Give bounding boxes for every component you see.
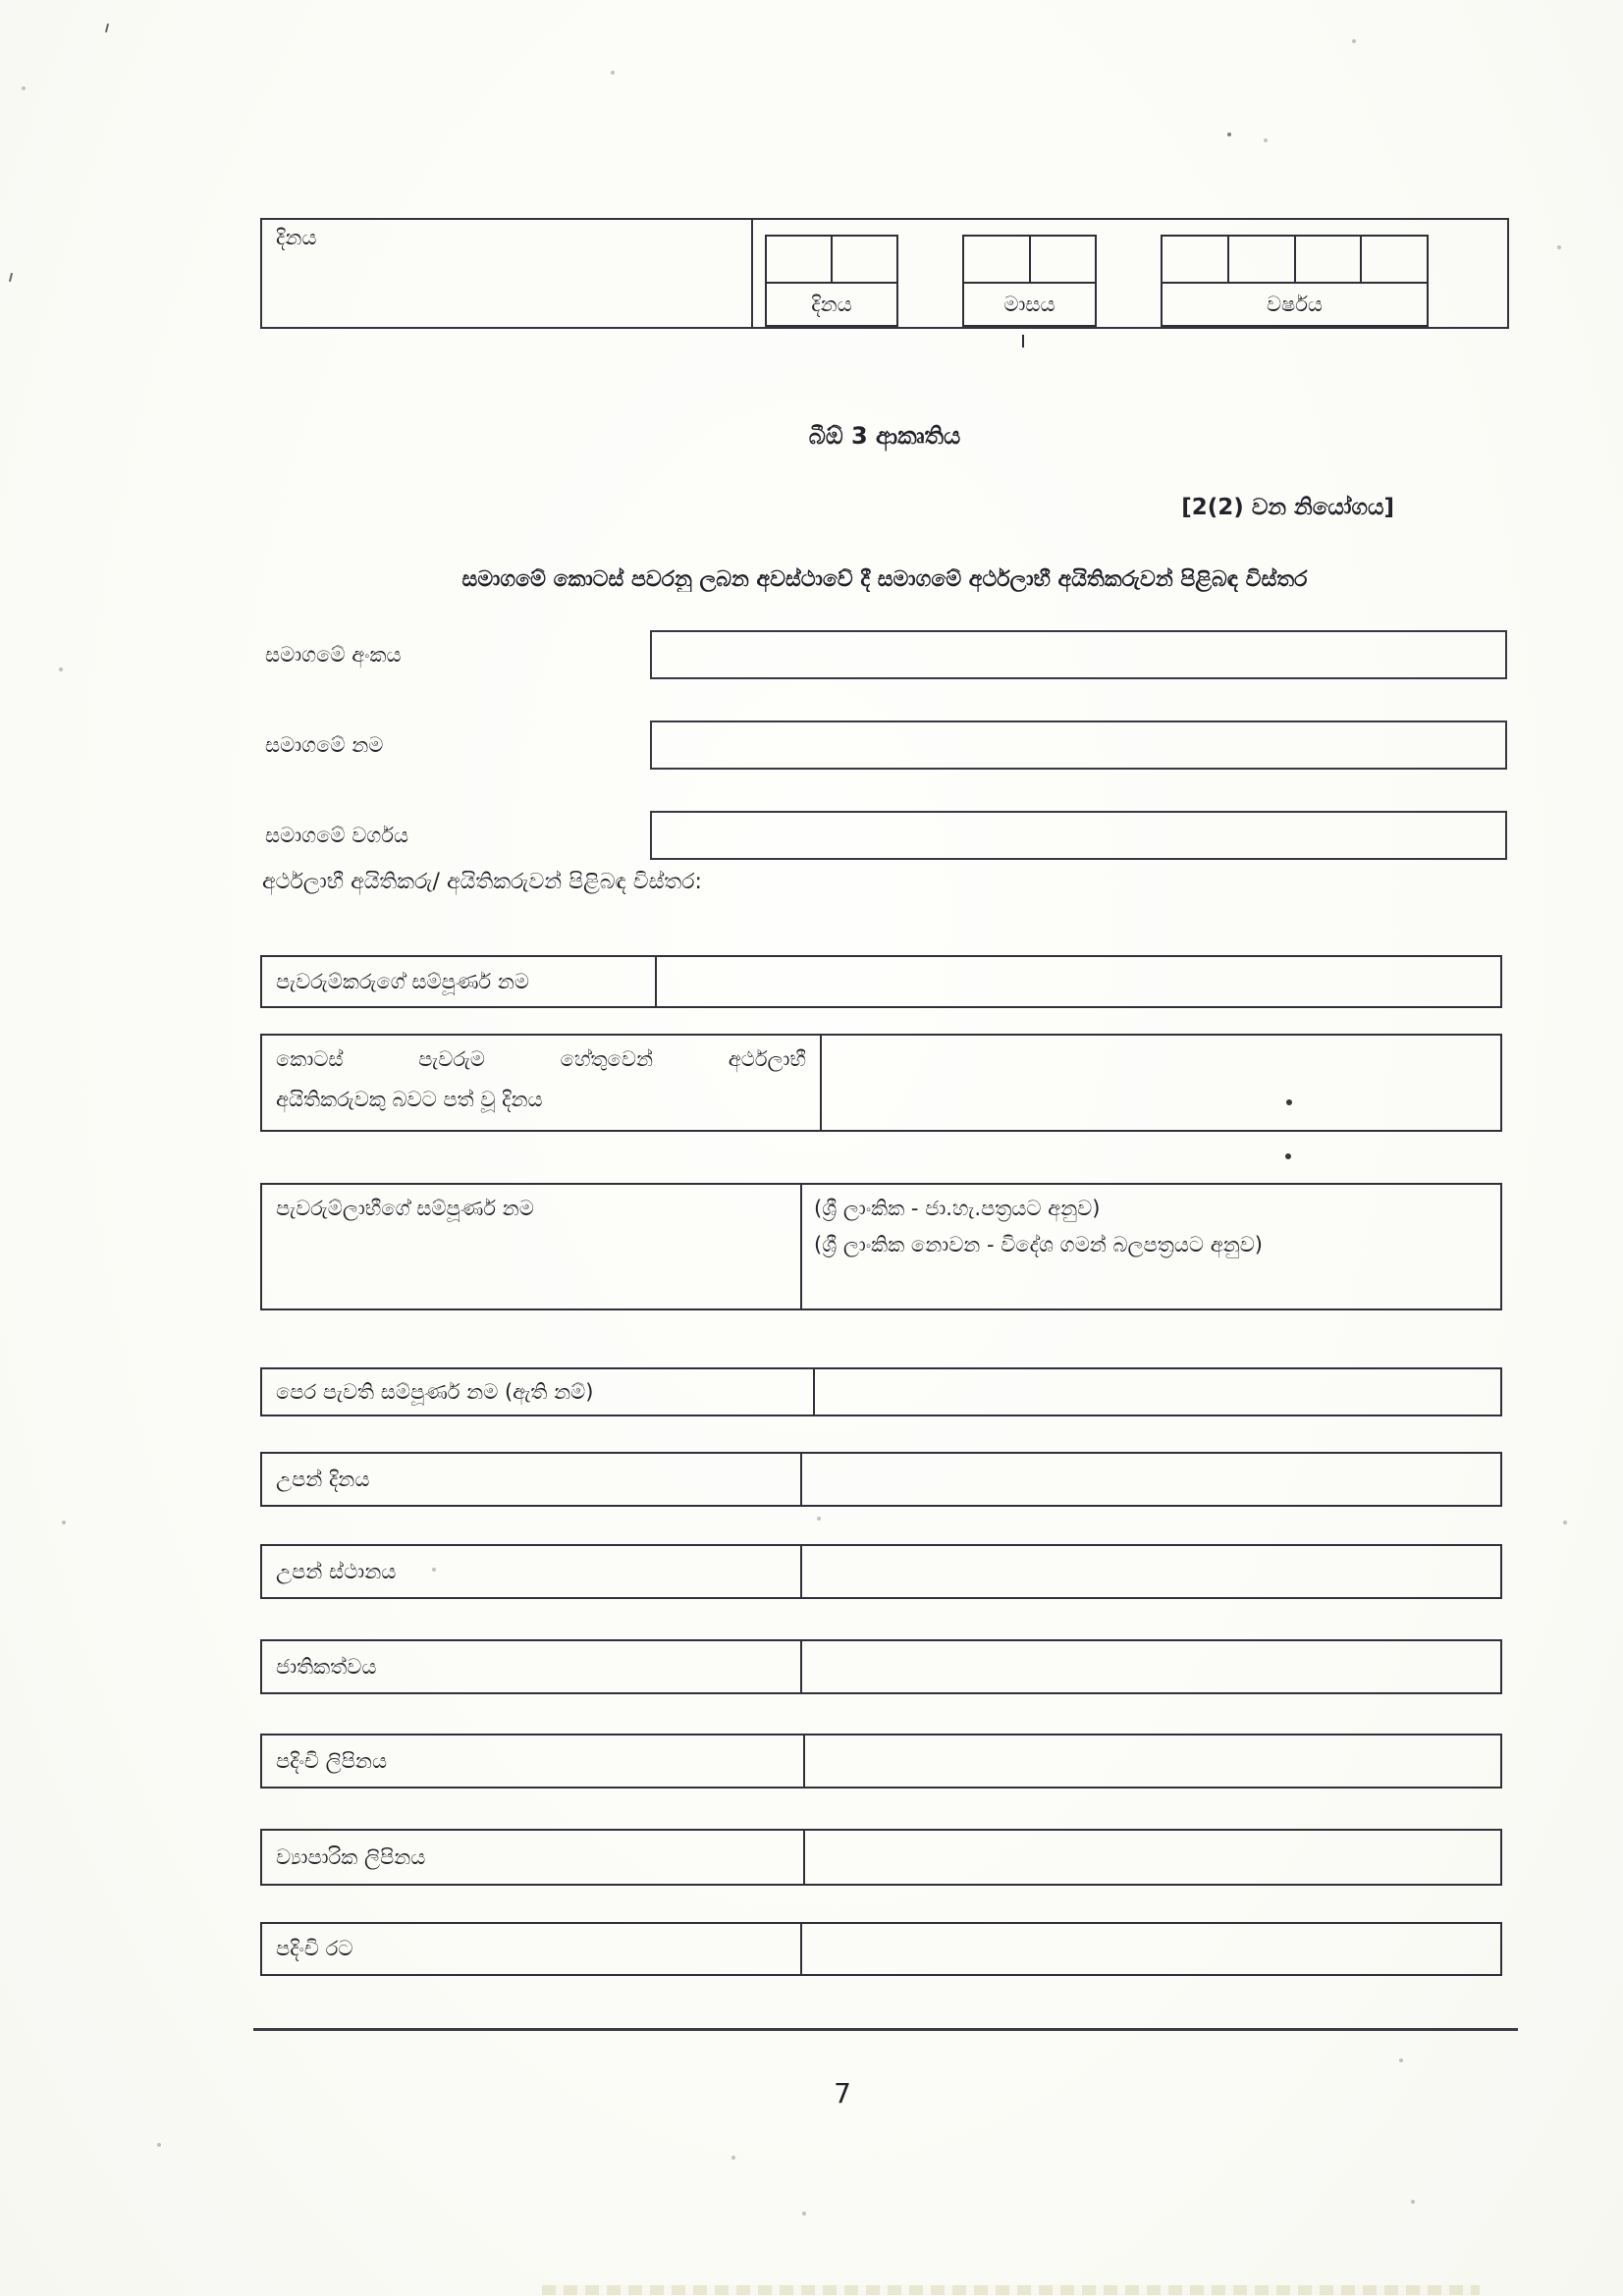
day-digit-cell-1[interactable] <box>767 237 833 282</box>
row-label <box>262 1036 822 1130</box>
year-group <box>1161 235 1429 327</box>
scan-artifact <box>1264 138 1268 142</box>
company-type-field <box>260 811 1507 860</box>
month-cells <box>962 235 1097 282</box>
row-label-line-2: අයිතිකරුවකු බවට පත් වූ දිනය <box>276 1088 543 1111</box>
row-value-cell[interactable] <box>802 1185 1500 1308</box>
company-name-input[interactable] <box>650 721 1507 770</box>
note-sri-lankan: (ශ්‍රී ලාංකික - ජා.හැ.පත්‍රයට අනුව) <box>814 1197 1101 1220</box>
day-digit-cell-2[interactable] <box>833 237 896 282</box>
row-label: පැවරුම්කරුගේ සම්පූර්ණ නම <box>262 957 657 1006</box>
scan-artifact <box>59 667 63 671</box>
scan-tick-mark <box>1022 335 1024 347</box>
row-value-cell[interactable] <box>802 1924 1500 1974</box>
row-label: ජාතිකත්වය <box>262 1641 802 1692</box>
month-group <box>962 235 1097 327</box>
table-row-residence-country <box>260 1922 1502 1976</box>
table-row-became-owner-date <box>260 1034 1502 1132</box>
scan-artifact <box>1399 2058 1403 2062</box>
scan-artifact <box>731 2156 735 2160</box>
company-number-label: සමාගමේ අංකය <box>265 642 402 667</box>
year-label: වර්ෂය <box>1161 282 1429 327</box>
table-row-residential-address <box>260 1734 1502 1789</box>
scan-edge-artifact <box>542 2285 1480 2295</box>
row-value-cell[interactable] <box>802 1641 1500 1692</box>
table-row-birth-date <box>260 1452 1502 1507</box>
row-value-cell[interactable] <box>657 957 1500 1006</box>
row-label: පදිංචි රට <box>262 1924 802 1974</box>
year-digit-cell-3[interactable] <box>1296 237 1363 282</box>
company-name-label: සමාගමේ නම <box>265 732 384 757</box>
year-cells <box>1161 235 1429 282</box>
scan-artifact <box>1352 39 1356 43</box>
date-box-label: දිනය <box>276 226 317 249</box>
scan-artifact <box>105 24 109 32</box>
date-box-divider <box>751 220 753 327</box>
row-value-cell[interactable] <box>802 1546 1500 1597</box>
table-row-transferee-name <box>260 1183 1502 1310</box>
row-label: ව්‍යාපාරික ලිපිනය <box>262 1831 805 1884</box>
company-number-input[interactable] <box>650 630 1507 679</box>
month-label: මාසය <box>962 282 1097 327</box>
scan-artifact <box>1411 2200 1415 2204</box>
scan-artifact <box>62 1521 66 1524</box>
company-type-input[interactable] <box>650 811 1507 860</box>
scan-artifact <box>157 2143 161 2147</box>
month-digit-cell-2[interactable] <box>1031 237 1096 282</box>
scan-artifact <box>1557 245 1561 249</box>
row-label: පැවරුම්ලාභීගේ සම්පූර්ණ නම <box>262 1185 802 1308</box>
regulation-reference: [2(2) වන නියෝගය] <box>1181 495 1394 520</box>
form-title: බීඕ 3 ආකෘතිය <box>808 422 961 450</box>
end-rule <box>253 2028 1518 2031</box>
company-number-field <box>260 630 1507 679</box>
row-label: පදිංචි ලිපිනය <box>262 1735 805 1787</box>
company-name-field <box>260 721 1507 770</box>
row-value-cell[interactable] <box>805 1831 1500 1884</box>
table-row-business-address <box>260 1829 1502 1886</box>
scan-artifact <box>1563 1521 1567 1524</box>
table-row-previous-name <box>260 1367 1502 1416</box>
scan-artifact <box>1286 1099 1292 1105</box>
scan-artifact <box>9 273 13 282</box>
day-label: දිනය <box>765 282 898 327</box>
month-digit-cell-1[interactable] <box>964 237 1031 282</box>
table-row-birth-place <box>260 1544 1502 1599</box>
year-digit-cell-4[interactable] <box>1362 237 1427 282</box>
scan-artifact <box>1227 133 1231 136</box>
company-type-label: සමාගමේ වර්ගය <box>265 823 409 847</box>
row-value-cell[interactable] <box>822 1036 1500 1130</box>
row-label: පෙර පැවති සම්පූර්ණ නම (ඇති නම්) <box>262 1369 815 1415</box>
page-number: 7 <box>834 2077 851 2109</box>
scan-artifact <box>611 71 615 75</box>
form-subtitle: සමාගමේ කොටස් පවරනු ලබන අවස්ථාවේ දී සමාගමේ අර්ථලාභී අයිතිකරුවන් පිළිබඳ විස්තර <box>461 567 1308 592</box>
row-label: උපන් දිනය <box>262 1454 802 1505</box>
scan-artifact <box>22 86 26 90</box>
row-value-cell[interactable] <box>815 1369 1500 1415</box>
year-digit-cell-2[interactable] <box>1229 237 1296 282</box>
day-group <box>765 235 898 327</box>
note-non-sri-lankan: (ශ්‍රී ලාංකික නොවන - විදේශ ගමන් බලපත්‍රයට අනුව) <box>814 1233 1263 1256</box>
date-box <box>260 218 1509 329</box>
row-label: උපන් ස්ථානය <box>262 1546 802 1597</box>
day-cells <box>765 235 898 282</box>
scan-artifact <box>817 1517 821 1521</box>
section-heading: අර්ථලාභී අයිතිකරු/ අයිතිකරුවන් පිළිබඳ විස්තර: <box>262 870 702 894</box>
scan-artifact <box>802 2212 806 2216</box>
row-value-cell[interactable] <box>805 1735 1500 1787</box>
scan-artifact <box>1285 1153 1291 1159</box>
table-row-transferor-name <box>260 955 1502 1008</box>
table-row-nationality <box>260 1639 1502 1694</box>
row-label-line-1: කොටස් පැවරුම හේතුවෙන් අර්ථලාභී <box>276 1047 806 1071</box>
year-digit-cell-1[interactable] <box>1163 237 1229 282</box>
row-value-cell[interactable] <box>802 1454 1500 1505</box>
scan-artifact <box>432 1568 436 1572</box>
